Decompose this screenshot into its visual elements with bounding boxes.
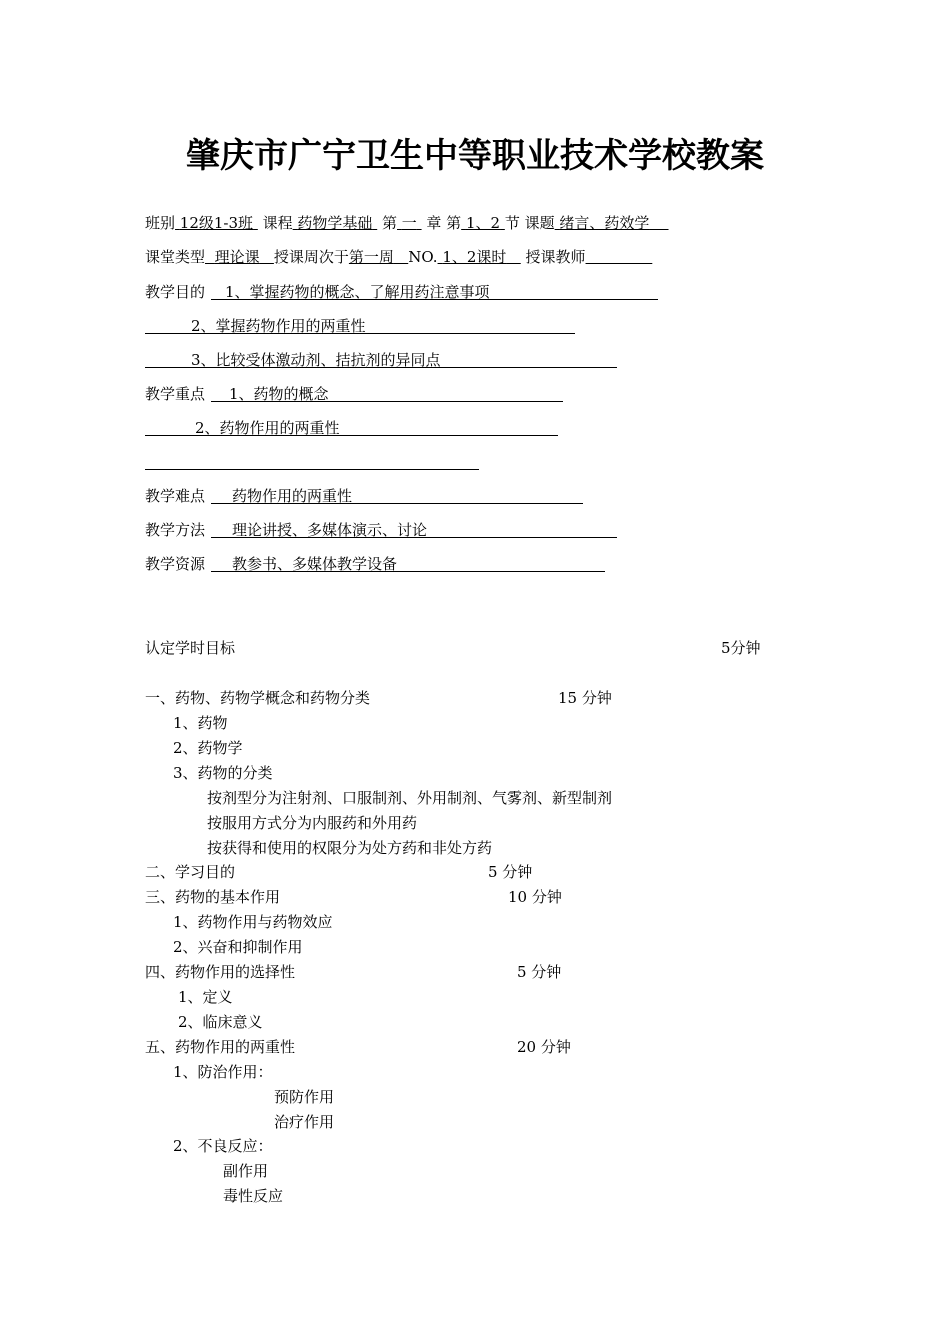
course-value: 药物学基础 — [297, 214, 373, 232]
objective-item-2: 2、掌握药物作用的两重性 — [191, 317, 366, 335]
week-value: 第一周 — [348, 248, 394, 266]
difficulty-label: 教学难点 — [145, 487, 206, 505]
difficulty-value: 药物作用的两重性 — [232, 487, 353, 505]
section-1-item-3: 3、药物的分类 — [173, 764, 273, 782]
no-label: NO. — [408, 248, 438, 266]
section-3-item-1: 1、药物作用与药物效应 — [173, 913, 333, 931]
section-5-time: 20 分钟 — [517, 1038, 571, 1056]
toxic-reaction: 毒性反应 — [223, 1187, 284, 1205]
resource-label: 教学资源 — [145, 555, 206, 573]
section-3-title: 三、药物的基本作用 — [145, 888, 281, 906]
objective-item-1: 1、掌握药物的概念、了解用药注意事项 — [225, 283, 490, 301]
chapter-pre: 第 — [381, 214, 397, 232]
prevention-effect: 预防作用 — [274, 1088, 335, 1106]
section-3-item-2: 2、兴奋和抑制作用 — [173, 938, 303, 956]
section-value: 1、2 — [465, 214, 501, 232]
section-5-title: 五、药物作用的两重性 — [145, 1038, 296, 1056]
topic-label: 课题 — [524, 214, 555, 232]
section-2-time: 5 分钟 — [488, 863, 533, 881]
section-4-item-1: 1、定义 — [178, 988, 233, 1006]
section-post: 节 — [504, 214, 520, 232]
chapter-value: 一 — [401, 214, 417, 232]
treatment-effect: 治疗作用 — [274, 1113, 335, 1131]
method-label: 教学方法 — [145, 521, 206, 539]
section-pre: 第 — [446, 214, 462, 232]
resource-value: 教参书、多媒体教学设备 — [232, 555, 398, 573]
course-label: 课程 — [262, 214, 293, 232]
header-row-type-week — [145, 247, 652, 267]
document-title: 肇庆市广宁卫生中等职业技术学校教案 — [186, 136, 764, 176]
classification-by-prescription: 按获得和使用的权限分为处方药和非处方药 — [207, 839, 493, 857]
keypoints-label: 教学重点 — [145, 385, 206, 403]
side-effect: 副作用 — [223, 1162, 269, 1180]
section-5-item-1: 1、防治作用： — [173, 1063, 273, 1081]
section-1-time: 15 分钟 — [558, 689, 612, 707]
method-value: 理论讲授、多媒体演示、讨论 — [232, 521, 428, 539]
teacher-label: 授课教师 — [525, 248, 586, 266]
section-1-item-2: 2、药物学 — [173, 739, 243, 757]
week-label: 授课周次于 — [273, 248, 349, 266]
classification-by-dosage-form: 按剂型分为注射剂、口服制剂、外用制剂、气雾剂、新型制剂 — [207, 789, 613, 807]
classification-by-administration: 按服用方式分为内服药和外用药 — [207, 814, 418, 832]
keypoint-item-2: 2、药物作用的两重性 — [195, 419, 340, 437]
class-value: 12级1-3班 — [179, 214, 254, 232]
keypoints-underline-3 — [145, 469, 479, 470]
section-1-item-1: 1、药物 — [173, 714, 228, 732]
keypoint-item-1: 1、药物的概念 — [229, 385, 329, 403]
section-3-time: 10 分钟 — [508, 888, 562, 906]
class-type-label: 课堂类型 — [145, 248, 206, 266]
chapter-post: 章 — [426, 214, 442, 232]
no-value: 1、2课时 — [442, 248, 507, 266]
topic-value: 绪言、药效学 — [559, 214, 650, 232]
objective-item-3: 3、比较受体激动剂、拮抗剂的异同点 — [191, 351, 441, 369]
section-1-title: 一、药物、药物学概念和药物分类 — [145, 689, 371, 707]
objectives-label: 教学目的 — [145, 283, 206, 301]
header-row-class-course — [145, 213, 669, 233]
class-label: 班别 — [145, 214, 176, 232]
intro-time: 5分钟 — [721, 639, 761, 657]
section-4-title: 四、药物作用的选择性 — [145, 963, 296, 981]
intro-text: 认定学时目标 — [145, 639, 236, 657]
section-4-time: 5 分钟 — [517, 963, 562, 981]
section-2-title: 二、学习目的 — [145, 863, 236, 881]
section-5-item-2: 2、不良反应： — [173, 1137, 273, 1155]
class-type-value: 理论课 — [214, 248, 260, 266]
section-4-item-2: 2、临床意义 — [178, 1013, 263, 1031]
